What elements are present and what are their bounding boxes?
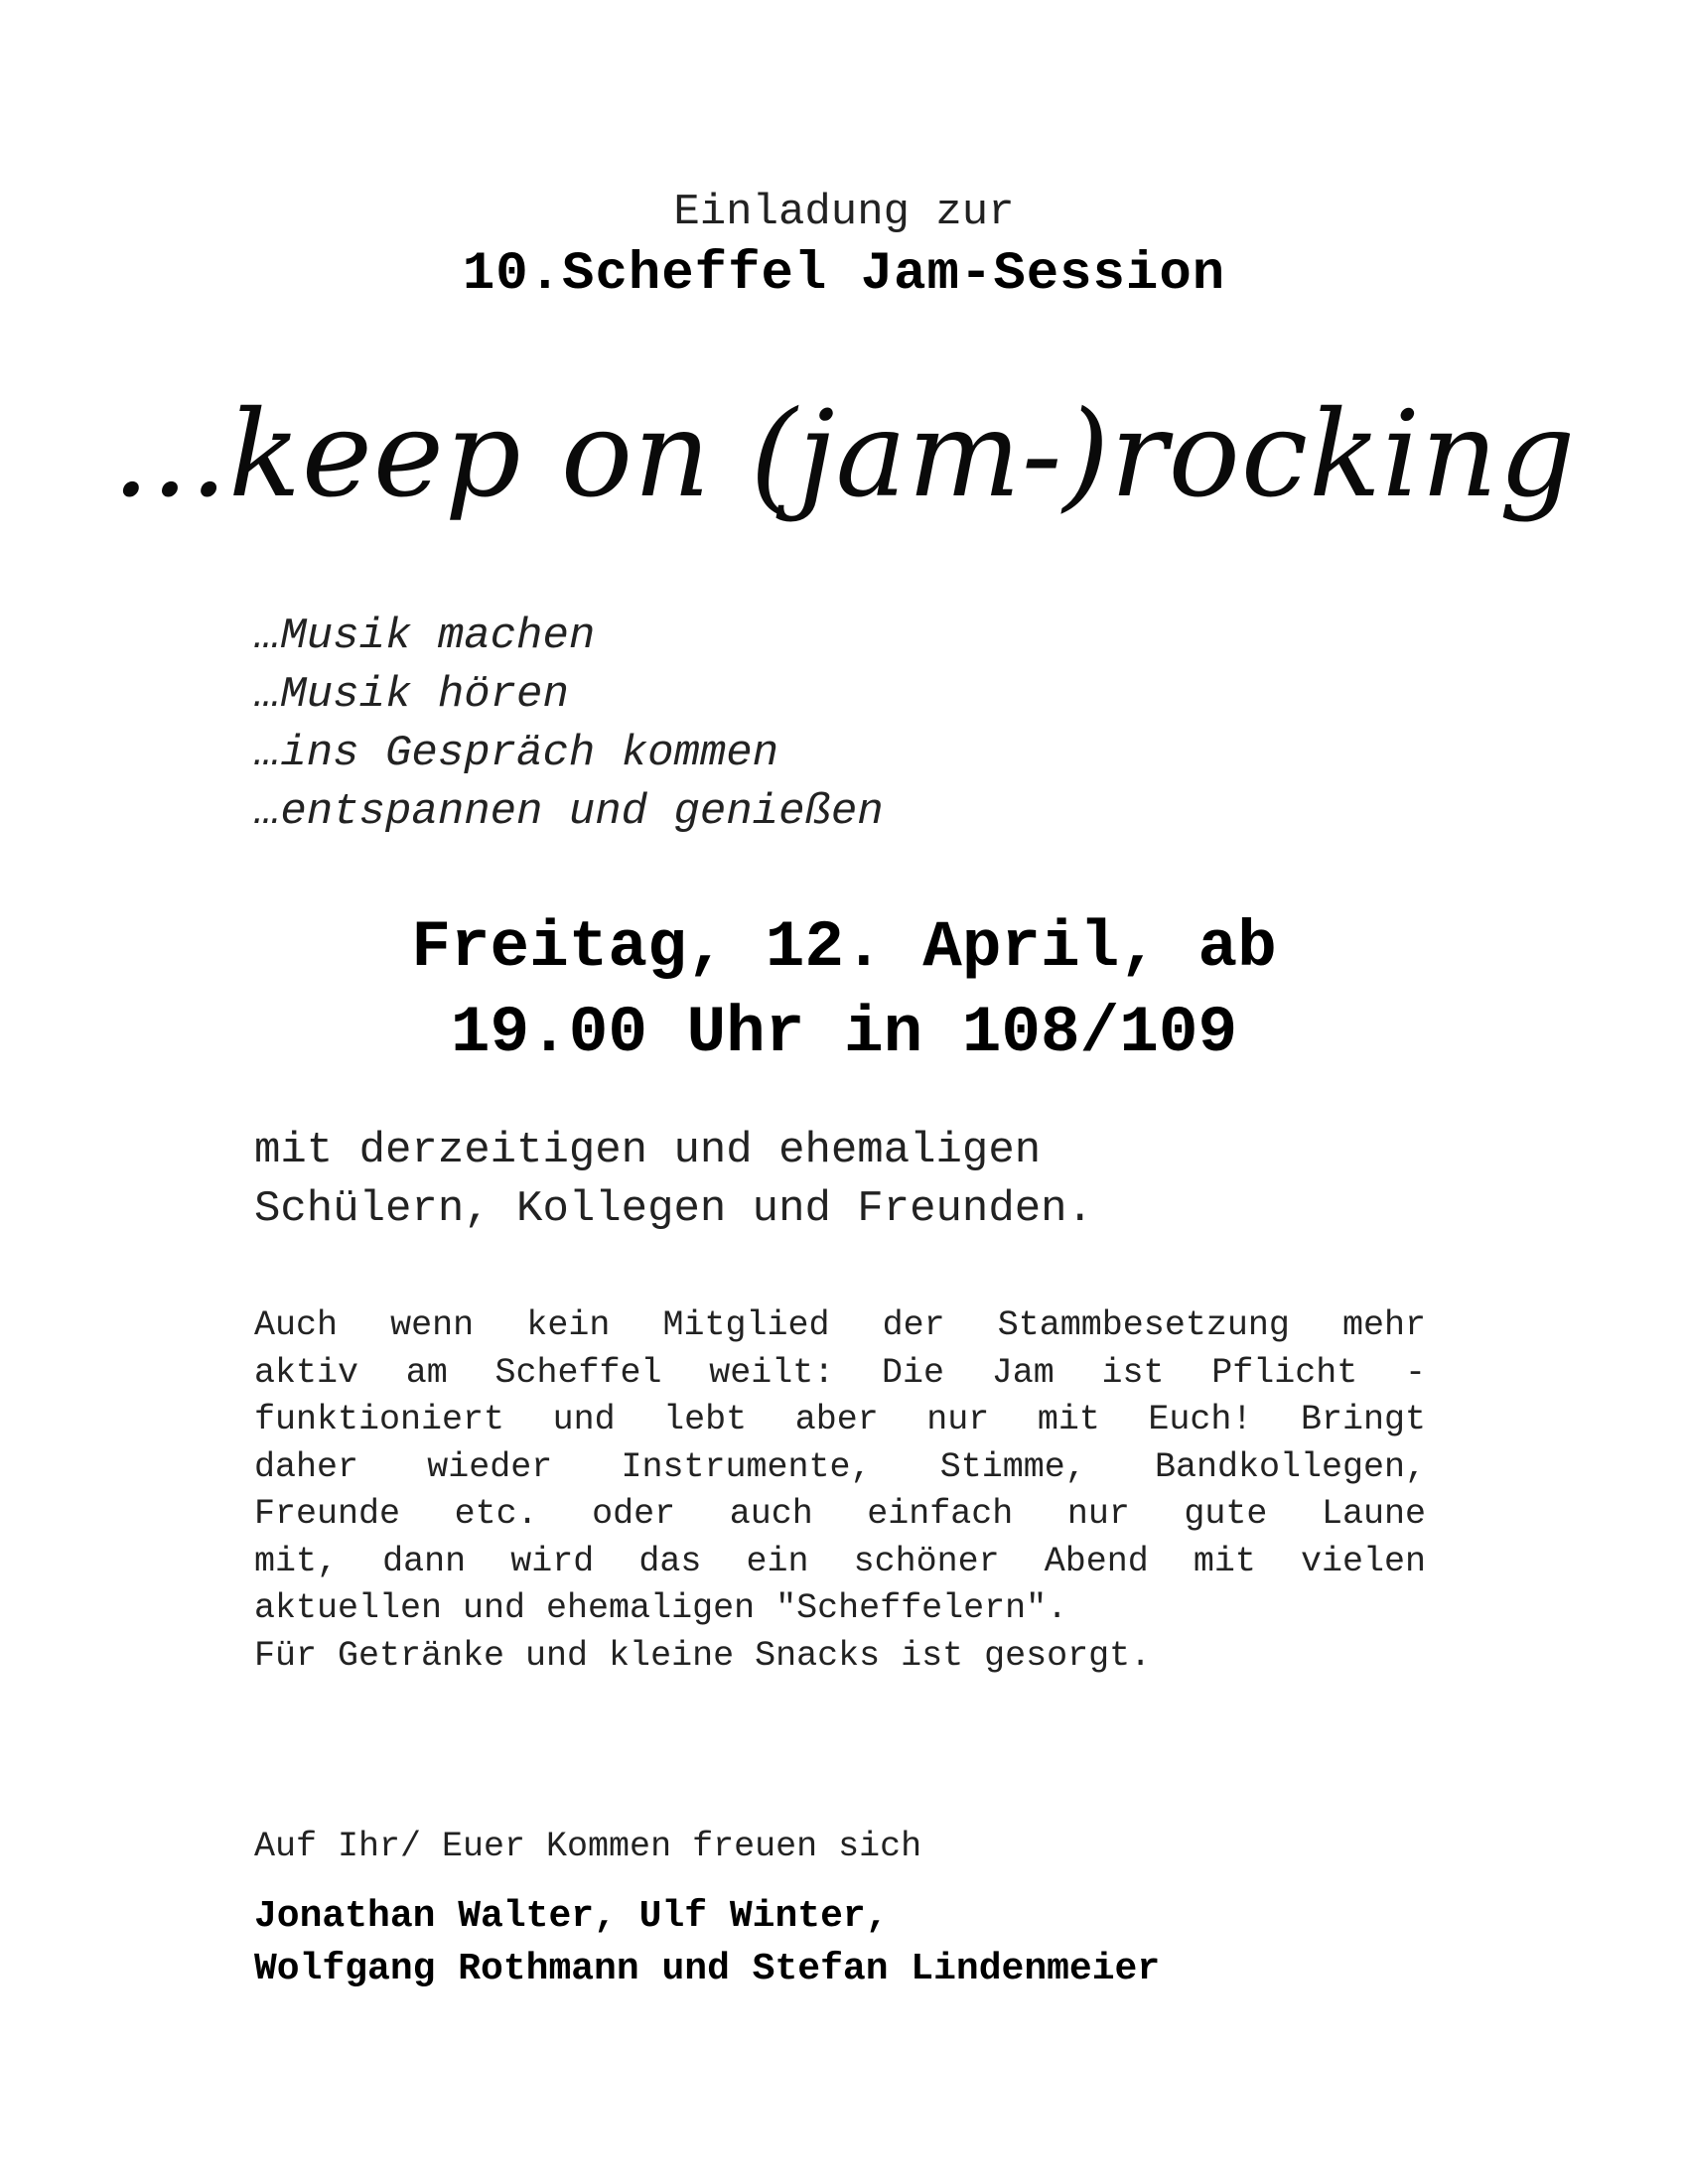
list-item: …Musik hören	[254, 670, 569, 720]
list-item: …Musik machen	[254, 612, 596, 661]
body-line: aktuellen und ehemaligen "Scheffelern".	[254, 1588, 1068, 1628]
body-line: Freunde etc. oder auch einfach nur gute Laune	[254, 1494, 1426, 1534]
participants-text	[254, 1122, 1093, 1239]
participants-line: mit derzeitigen und ehemaligen	[254, 1126, 1042, 1175]
invitation-motto: ...keep on (jam-)rocking	[111, 386, 1577, 524]
body-line: mit, dann wird das ein schöner Abend mit vielen	[254, 1541, 1426, 1581]
signers-line: Jonathan Walter, Ulf Winter,	[254, 1895, 889, 1938]
event-date-line: Freitag, 12. April, ab	[411, 910, 1277, 985]
list-item: …ins Gespräch kommen	[254, 729, 779, 778]
body-line: daher wieder Instrumente, Stimme, Bandkollegen,	[254, 1446, 1426, 1487]
closing-line: Auf Ihr/ Euer Kommen freuen sich	[254, 1827, 922, 1866]
activity-list	[254, 608, 884, 842]
event-time-location-line: 19.00 Uhr in 108/109	[450, 996, 1238, 1070]
body-line: Für Getränke und kleine Snacks ist gesorgt.	[254, 1635, 1152, 1676]
signers	[254, 1890, 1160, 1995]
invitation-title: 10.Scheffel Jam-Session	[462, 244, 1226, 305]
participants-line: Schülern, Kollegen und Freunden.	[254, 1184, 1093, 1234]
body-line: Auch wenn kein Mitglied der Stammbesetzung mehr	[254, 1305, 1426, 1345]
invitation-intro: Einladung zur	[673, 188, 1015, 237]
body-paragraph	[254, 1302, 1426, 1680]
body-line: funktioniert und lebt aber nur mit Euch! Bringt	[254, 1400, 1426, 1439]
list-item: …entspannen und genießen	[254, 787, 884, 837]
body-line: aktiv am Scheffel weilt: Die Jam ist Pflicht -	[254, 1352, 1426, 1393]
signers-line: Wolfgang Rothmann und Stefan Lindenmeier	[254, 1948, 1161, 1990]
